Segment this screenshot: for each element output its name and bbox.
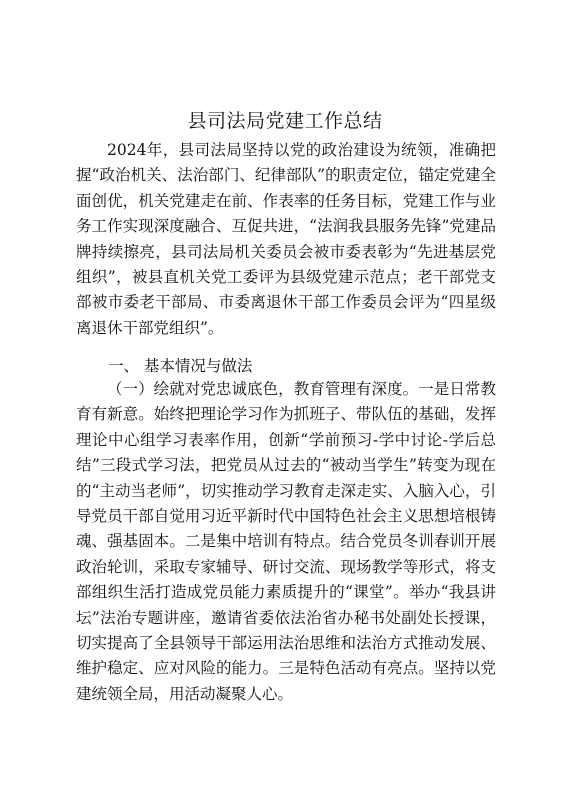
section-1-paragraph: （一）绘就对党忠诚底色，教育管理有深度。一是日常教育有新意。始终把理论学习作为抓班子、带队伍的基础，发挥理论中心组学习表率作用，创新“学前预习-学中讨论-学后总结”三段式学习法，把党员从过去的“被动当学生”转变为现在的“主动当老师”，切实推动学习教育走深走实、入脑入心，引导党员干部自觉用习近平新时代中国特色社会主义思想培根铸魂、强基固本。二是集中培训有特点。结合党员冬训春训开展政治轮训，采取专家辅导、研讨交流、现场教学等形式，将支部组织生活打造成党员能力素质提升的“课堂”。举办“我县讲坛”法治专题讲座，邀请省委依法治省办秘书处副处长授课，切实提高了全县领导干部运用法治思维和法治方式推动发展、维护稳定、应对风险的能力。三是特色活动有亮点。坚持以党建统领全局，用活动凝聚人心。 [76, 380, 496, 703]
section-1-heading: 一、 基本情况与做法 [108, 357, 253, 375]
document-title: 县司法局党建工作总结 [187, 110, 383, 132]
intro-paragraph: 2024年，县司法局坚持以党的政治建设为统领，准确把握“政治机关、法治部门、纪律部队”的职责定位，锚定党建全面创优，机关党建走在前、作表率的任务目标，党建工作与业务工作实现深度融合、互促共进，“法润我县服务先锋”党建品牌持续擦亮，县司法局机关委员会被市委表彰为“先进基层党组织”，被县直机关党工委评为县级党建示范点；老干部党支部被市委老干部局、市委离退休干部工作委员会评为“四星级离退休干部党组织”。 [76, 141, 496, 337]
section-1-body [76, 377, 496, 707]
intro-section [76, 138, 496, 341]
